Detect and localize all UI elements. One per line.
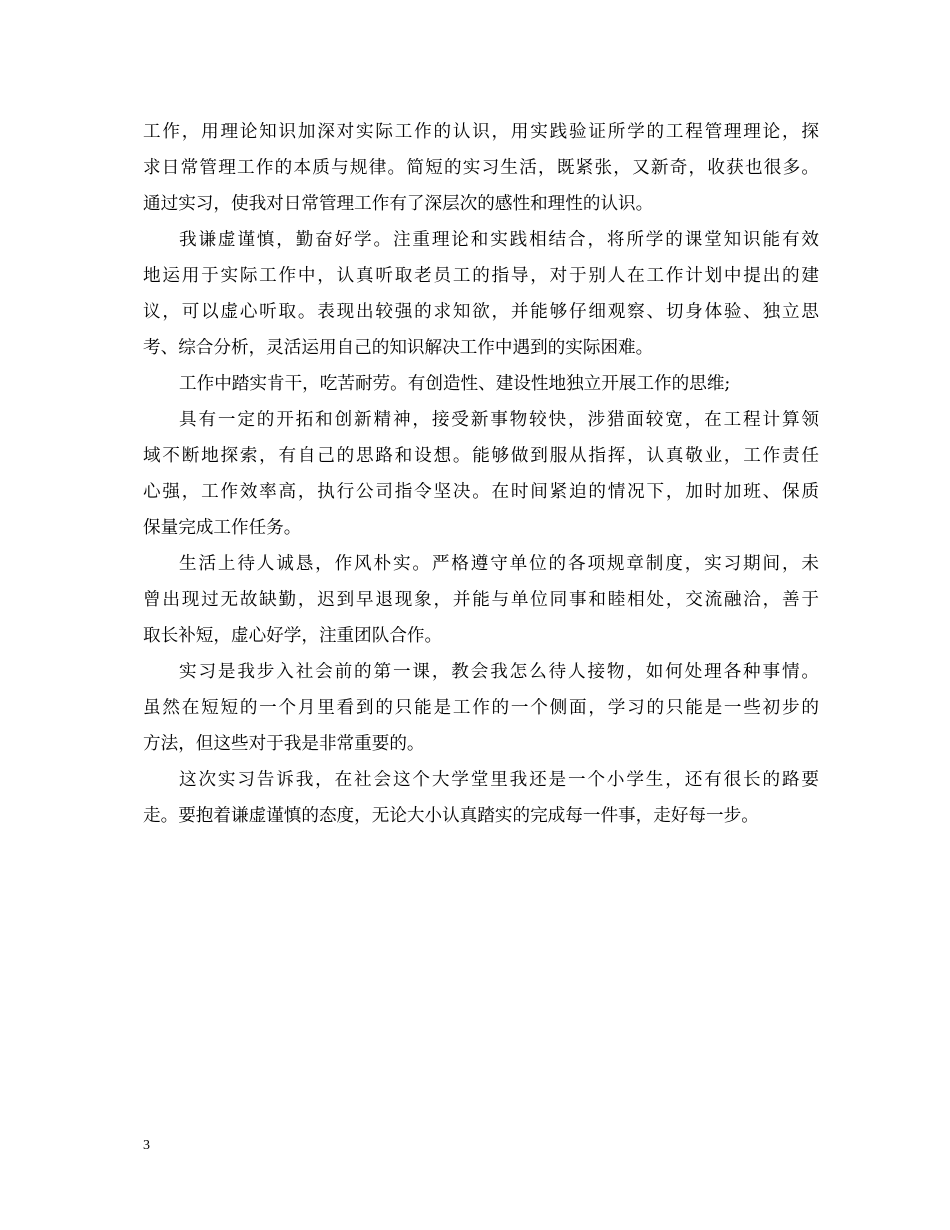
- text-line: 心强，工作效率高，执行公司指令坚决。在时间紧迫的情况下，加时加班、保质: [143, 482, 819, 502]
- text-line: 走。要抱着谦虚谨慎的态度，无论大小认真踏实的完成每一件事，走好每一步。: [143, 806, 759, 826]
- paragraph-first-line: 具有一定的开拓和创新精神，接受新事物较快，涉猎面较宽，在工程计算领: [179, 410, 819, 430]
- text-line: 域不断地探索，有自己的思路和设想。能够做到服从指挥，认真敬业，工作责任: [143, 446, 819, 466]
- text-line: 保量完成工作任务。: [143, 518, 302, 538]
- text-line: 工作，用理论知识加深对实际工作的认识，用实践验证所学的工程管理理论，探: [143, 122, 819, 142]
- text-line: 方法，但这些对于我是非常重要的。: [143, 734, 425, 754]
- text-line: 通过实习，使我对日常管理工作有了深层次的感性和理性的认识。: [143, 194, 654, 214]
- text-line: 求日常管理工作的本质与规律。简短的实习生活，既紧张，又新奇，收获也很多。: [143, 158, 819, 178]
- text-line: 地运用于实际工作中，认真听取老员工的指导，对于别人在工作计划中提出的建: [143, 266, 819, 286]
- text-line: 议，可以虚心听取。表现出较强的求知欲，并能够仔细观察、切身体验、独立思: [143, 302, 819, 322]
- text-line: 考、综合分析，灵活运用自己的知识解决工作中遇到的实际困难。: [143, 338, 654, 358]
- text-line: 曾出现过无故缺勤，迟到早退现象，并能与单位同事和睦相处，交流融洽，善于: [143, 590, 819, 610]
- page-number: 3: [143, 1138, 150, 1153]
- paragraph-first-line: 生活上待人诚恳，作风朴实。严格遵守单位的各项规章制度，实习期间，未: [179, 554, 819, 574]
- paragraph-first-line: 工作中踏实肯干，吃苦耐劳。有创造性、建设性地独立开展工作的思维;: [179, 374, 731, 394]
- text-line: 虽然在短短的一个月里看到的只能是工作的一个侧面，学习的只能是一些初步的: [143, 698, 819, 718]
- text-line: 取长补短，虚心好学，注重团队合作。: [143, 626, 443, 646]
- paragraph-first-line: 实习是我步入社会前的第一课，教会我怎么待人接物，如何处理各种事情。: [179, 662, 819, 682]
- paragraph-first-line: 我谦虚谨慎，勤奋好学。注重理论和实践相结合，将所学的课堂知识能有效: [179, 230, 819, 250]
- paragraph-first-line: 这次实习告诉我，在社会这个大学堂里我还是一个小学生，还有很长的路要: [179, 770, 819, 790]
- document-body: [143, 114, 819, 834]
